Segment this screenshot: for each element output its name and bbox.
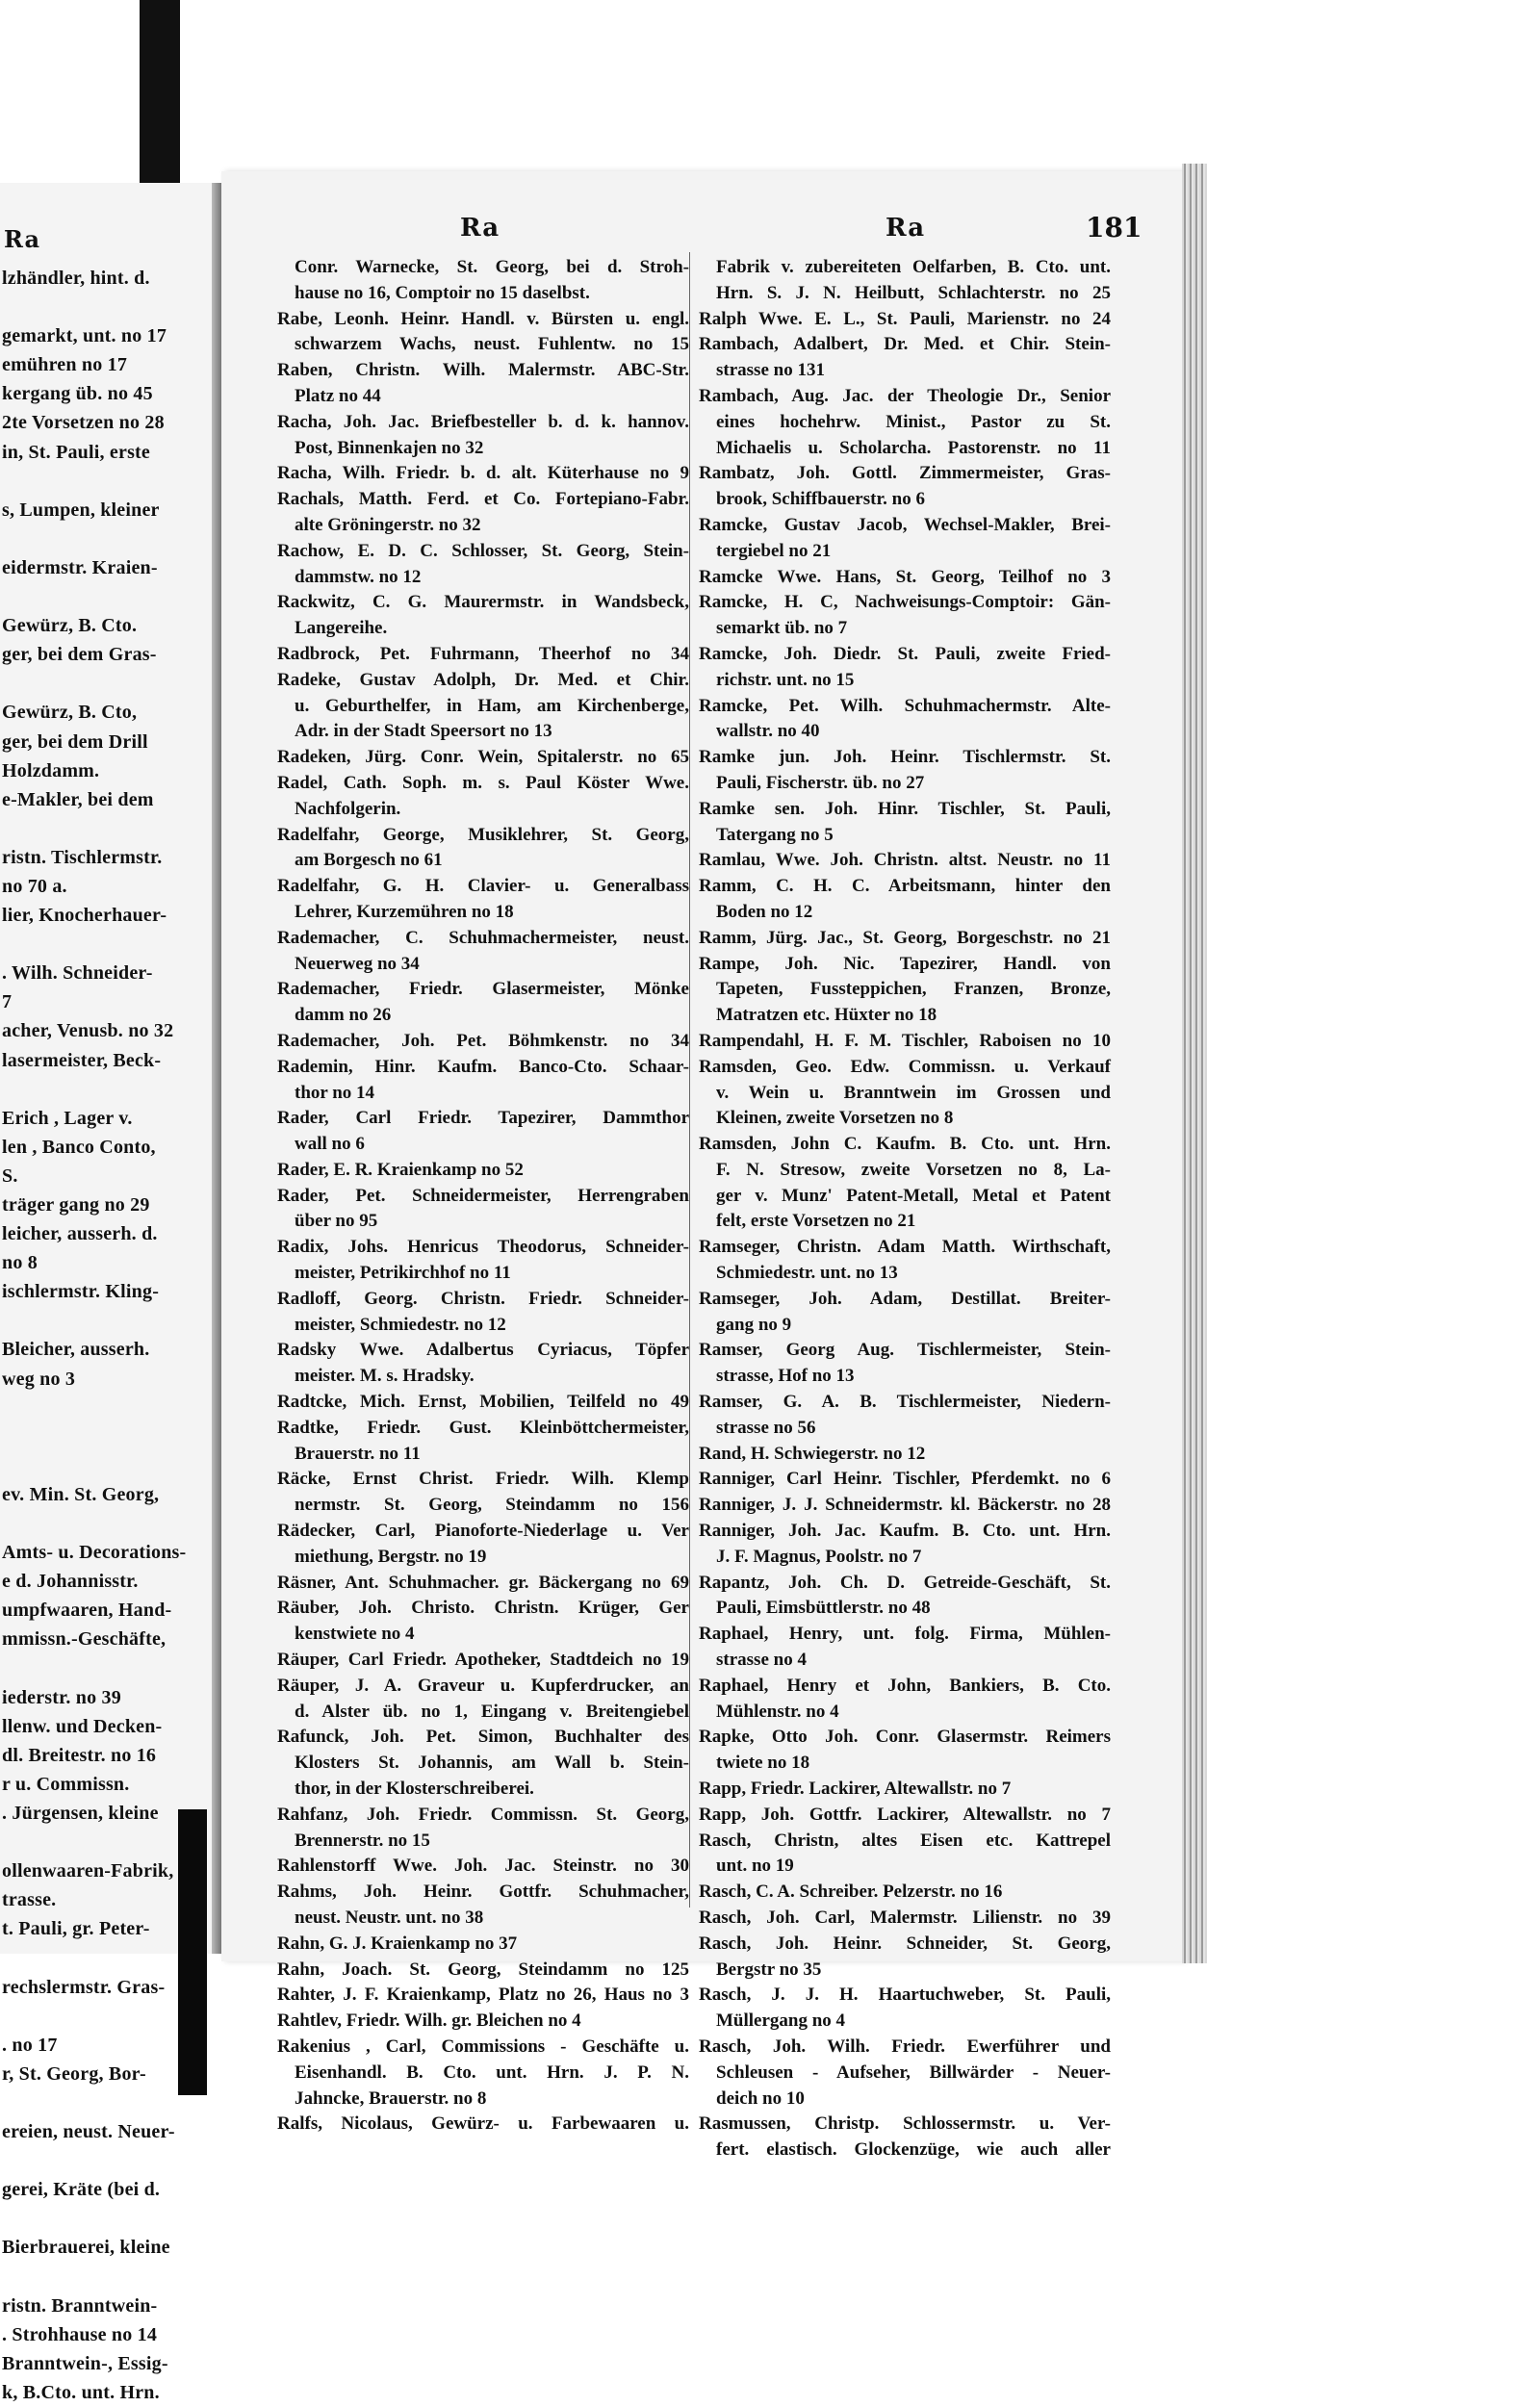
left-text-line: acher, Venusb. no 32 [2,1020,174,1042]
directory-entry-line: tergiebel no 21 [716,540,832,561]
left-text-line: lzhändler, hint. d. [2,268,150,289]
directory-entry-line: Rahlenstorff Wwe. Joh. Jac. Steinstr. no 30 [277,1856,689,1877]
directory-entry-line: Ranniger, Joh. Jac. Kaufm. B. Cto. unt. Hrn. [699,1521,1111,1542]
left-text-line: Holzdamm. [2,759,100,781]
directory-entry-line: Radeke, Gustav Adolph, Dr. Med. et Chir. [277,669,689,690]
left-text-line [2,1451,219,1480]
directory-entry-line: alte Gröningerstr. no 32 [295,514,481,535]
left-text-line: t. Pauli, gr. Peter- [2,1918,150,1940]
left-text-line: Gewürz, B. Cto. [2,615,138,637]
directory-entry-line: Neuerweg no 34 [295,953,420,974]
directory-entry-line: Ramser, Georg Aug. Tischlermeister, Stein- [699,1340,1111,1361]
directory-entry-line: neust. Neustr. unt. no 38 [295,1908,484,1928]
directory-entry-line: strasse no 56 [716,1417,816,1438]
directory-entry-line: wall no 6 [295,1134,365,1155]
directory-entry-line: Ramcke, Pet. Wilh. Schuhmachermstr. Alte- [699,695,1111,716]
left-text-line: ischlermstr. Kling- [2,1281,160,1303]
left-text-line [2,1075,219,1104]
directory-entry-line: nermstr. St. Georg, Steindamm no 156 [295,1495,689,1516]
directory-entry-line: richstr. unt. no 15 [716,669,855,690]
directory-entry-line: Brennerstr. no 15 [295,1830,430,1851]
directory-entry-line: Radel, Cath. Soph. m. s. Paul Köster Wwe. [277,772,689,793]
directory-entry-line: thor no 14 [295,1082,375,1103]
left-text-line: lasermeister, Beck- [2,1049,162,1071]
directory-entry-line: Radbrock, Pet. Fuhrmann, Theerhof no 34 [277,643,689,664]
directory-entry-line: Tatergang no 5 [716,824,834,845]
directory-entry-line: Rambatz, Joh. Gottl. Zimmermeister, Gras- [699,463,1111,484]
directory-entry-line: Ramser, G. A. B. Tischlermeister, Niedern- [699,1392,1111,1413]
directory-entry-line: Rader, Carl Friedr. Tapezirer, Dammthor [277,1108,689,1129]
directory-entry-line: Radeken, Jürg. Conr. Wein, Spitalerstr. no 65 [277,747,689,768]
directory-entry-line: Brauerstr. no 11 [295,1443,421,1464]
directory-entry-line: Rademin, Hinr. Kaufm. Banco-Cto. Schaar- [277,1056,689,1077]
directory-entry-line: F. N. Stresow, zweite Vorsetzen no 8, La- [716,1159,1111,1180]
directory-entry-line: Rachals, Matth. Ferd. et Co. Fortepiano-Fabr. [277,489,689,510]
left-page-edge [212,183,221,1954]
directory-entry-line: am Borgesch no 61 [295,850,443,871]
left-text-line [2,1654,219,1683]
directory-entry-line: Jahncke, Brauerstr. no 8 [295,2087,487,2109]
directory-entry-line: Rader, Pet. Schneidermeister, Herrengraben [277,1185,689,1206]
left-text-line: no 70 a. [2,875,67,897]
left-text-line: S. [2,1165,18,1187]
directory-entry-line: deich no 10 [716,2087,805,2109]
directory-entry-line: v. Wein u. Branntwein im Grossen und [716,1082,1111,1103]
left-text-line [2,467,219,496]
directory-entry-line: Rampendahl, H. F. M. Tischler, Raboisen no 10 [699,1030,1111,1051]
directory-entry-line: Müllergang no 4 [716,2010,846,2032]
directory-entry-line: Raphael, Henry, unt. folg. Firma, Mühlen- [699,1624,1111,1645]
left-text-line: Amts- u. Decorations- [2,1542,187,1564]
directory-entry-line: Ralfs, Nicolaus, Gewürz- u. Farbewaaren u. [277,2113,689,2135]
directory-entry-line: Mühlenstr. no 4 [716,1701,839,1722]
left-text-line: ereien, neust. Neuer- [2,2121,175,2142]
directory-entry-line: Hrn. S. J. N. Heilbutt, Schlachterstr. no 25 [716,282,1111,303]
directory-entry-line: Racha, Wilh. Friedr. b. d. alt. Küterhause no 9 [277,463,689,484]
directory-entry-line: Ramseger, Joh. Adam, Destillat. Breiter- [699,1288,1111,1309]
directory-entry-line: miethung, Bergstr. no 19 [295,1546,487,1567]
directory-entry-line: Ramm, C. H. C. Arbeitsmann, hinter den [699,876,1111,897]
left-text-line: no 8 [2,1252,38,1274]
directory-entry-line: Radix, Johs. Henricus Theodorus, Schneider- [277,1237,689,1258]
directory-entry-line: Radtcke, Mich. Ernst, Mobilien, Teilfeld no 49 [277,1392,689,1413]
directory-entry-line: Rahn, Joach. St. Georg, Steindamm no 125 [277,1959,689,1980]
directory-entry-line: eines hochehrw. Minist., Pastor zu St. [716,411,1111,432]
left-text-line: rechslermstr. Gras- [2,1976,166,1998]
directory-entry-line: u. Geburthelfer, in Ham, am Kirchenberge, [295,695,689,716]
directory-entry-line: Boden no 12 [716,901,813,922]
left-text-line [2,525,219,553]
directory-entry-line: Post, Binnenkajen no 32 [295,437,484,458]
left-text-line: trasse. [2,1889,57,1911]
right-page-header-right: Ra [886,214,926,243]
directory-entry-line: Rademacher, Friedr. Glasermeister, Mönke [277,979,689,1000]
directory-entry-line: über no 95 [295,1211,378,1232]
left-text-line [2,2262,219,2291]
left-text-line: emühren no 17 [2,354,128,376]
directory-entry-line: Ramke sen. Joh. Hinr. Tischler, St. Pauli, [699,798,1111,819]
directory-entry-line: Radtke, Friedr. Gust. Kleinböttchermeister, [277,1417,689,1438]
directory-entry-line: Rabe, Leonh. Heinr. Handl. v. Bürsten u. engl. [277,308,689,329]
left-text-line: gerei, Kräte (bei d. [2,2179,161,2201]
left-text-line [2,1422,219,1451]
left-text-line: r, St. Georg, Bor- [2,2062,146,2085]
directory-entry-line: Ramseger, Christn. Adam Matth. Wirthschaft, [699,1237,1111,1258]
left-text-line [2,814,219,843]
directory-entry-line: Rapantz, Joh. Ch. D. Getreide-Geschäft, St. [699,1572,1111,1593]
left-text-line [2,1394,219,1422]
left-text-line: . Strohhause no 14 [2,2323,158,2345]
directory-entry-line: Nachfolgerin. [295,798,401,819]
directory-entry-line: Racha, Joh. Jac. Briefbesteller b. d. k. hannov. [277,411,689,432]
directory-entry-line: Rasch, Joh. Carl, Malermstr. Lilienstr. no 39 [699,1908,1111,1928]
directory-entry-line: Räcke, Ernst Christ. Friedr. Wilh. Klemp [277,1469,689,1490]
directory-entry-line: wallstr. no 40 [716,721,820,742]
left-text-line: träger gang no 29 [2,1194,150,1216]
directory-entry-line: Rahms, Joh. Heinr. Gottfr. Schuhmacher, [277,1882,689,1903]
directory-entry-line: Radelfahr, George, Musiklehrer, St. Georg, [277,824,689,845]
directory-entry-line: Rapp, Joh. Gottfr. Lackirer, Altewallstr. no 7 [699,1804,1111,1825]
left-text-line: ristn. Branntwein- [2,2294,158,2317]
directory-entry-line: kenstwiete no 4 [295,1624,415,1645]
directory-entry-line: Rasch, Joh. Heinr. Schneider, St. Georg, [699,1933,1111,1954]
directory-entry-line: Rand, H. Schwiegerstr. no 12 [699,1443,926,1464]
directory-entry-line: Rapke, Otto Joh. Conr. Glasermstr. Reimers [699,1727,1111,1748]
directory-entry-line: Rapp, Friedr. Lackirer, Altewallstr. no 7 [699,1779,1012,1800]
directory-entry-line: Kleinen, zweite Vorsetzen no 8 [716,1108,954,1129]
directory-entry-line: Räuper, J. A. Graveur u. Kupferdrucker, an [277,1675,689,1696]
left-text-line: leicher, ausserh. d. [2,1223,158,1245]
directory-entry-line: Eisenhandl. B. Cto. unt. Hrn. J. P. N. [295,2061,689,2083]
left-text-line: lier, Knocherhauer- [2,905,167,927]
directory-entry-line: felt, erste Vorsetzen no 21 [716,1211,916,1232]
directory-entry-line: Rakenius , Carl, Commissions - Geschäfte u. [277,2036,689,2057]
directory-entry-line: Rambach, Adalbert, Dr. Med. et Chir. Stein- [699,334,1111,355]
left-text-line [2,293,219,321]
left-text-line: s, Lumpen, kleiner [2,499,160,521]
directory-entry-line: Fabrik v. zubereiteten Oelfarben, B. Cto. unt. [716,257,1111,277]
left-text-line [2,1306,219,1335]
page-number: 181 [1086,212,1142,243]
left-page-header: Ra [4,225,41,253]
left-text-line: Bleicher, ausserh. [2,1339,150,1361]
directory-entry-line: schwarzem Wachs, neust. Fuhlentw. no 15 [295,334,689,355]
directory-entry-line: Matratzen etc. Hüxter no 18 [716,1005,937,1026]
directory-entry-line: Adr. in der Stadt Speersort no 13 [295,721,552,742]
directory-entry-line: Rahfanz, Joh. Friedr. Commissn. St. Georg, [277,1804,689,1825]
directory-entry-line: Tapeten, Fussteppichen, Franzen, Bronze, [716,979,1111,1000]
directory-entry-line: Radloff, Georg. Christn. Friedr. Schneider- [277,1288,689,1309]
left-text-line: . Wilh. Schneider- [2,962,153,985]
directory-entry-line: J. F. Magnus, Poolstr. no 7 [716,1546,922,1567]
directory-entry-line: thor, in der Klosterschreiberei. [295,1779,534,1800]
left-text-line [2,930,219,959]
left-text-line: kergang üb. no 45 [2,383,153,405]
left-text-line: Bierbrauerei, kleine [2,2237,170,2259]
left-text-line: k, B.Cto. unt. Hrn. [2,2381,160,2403]
left-text-line: mmissn.-Geschäfte, [2,1628,167,1651]
left-text-line [2,582,219,611]
directory-entry-line: Rahn, G. J. Kraienkamp no 37 [277,1933,518,1954]
directory-entry-line: Platz no 44 [295,385,381,406]
directory-entry-line: Ramsden, John C. Kaufm. B. Cto. unt. Hrn. [699,1134,1111,1155]
left-text-line [2,2146,219,2175]
directory-entry-line: Ramcke, H. C, Nachweisungs-Comptoir: Gän- [699,592,1111,613]
directory-entry-line: twiete no 18 [716,1753,810,1774]
directory-entry-line: Ramm, Jürg. Jac., St. Georg, Borgeschstr. no 21 [699,927,1111,948]
directory-entry-line: Ramcke, Gustav Jacob, Wechsel-Makler, Brei- [699,514,1111,535]
left-text-line: iederstr. no 39 [2,1686,121,1708]
directory-entry-line: Pauli, Fischerstr. üb. no 27 [716,772,925,793]
directory-entry-line: ger v. Munz' Patent-Metall, Metal et Patent [716,1185,1111,1206]
directory-entry-line: Rasch, J. J. H. Haartuchweber, St. Pauli, [699,1984,1111,2006]
gutter-bar [178,1809,207,2095]
directory-column-1 [277,255,689,2138]
left-text-line: ev. Min. St. Georg, [2,1483,160,1505]
left-page [0,183,219,2403]
left-text-line: ristn. Tischlermstr. [2,846,163,868]
directory-entry-line: Ranniger, Carl Heinr. Tischler, Pferdemkt. no 6 [699,1469,1111,1490]
directory-entry-line: Rädecker, Carl, Pianoforte-Niederlage u. Ver [277,1521,689,1542]
directory-entry-line: Rasch, C. A. Schreiber. Pelzerstr. no 16 [699,1882,1003,1903]
left-text-line [2,2204,219,2233]
directory-entry-line: meister, Schmiedestr. no 12 [295,1314,506,1335]
directory-entry-line: Ramcke Wwe. Hans, St. Georg, Teilhof no 3 [699,566,1111,587]
directory-entry-line: Ranniger, J. J. Schneidermstr. kl. Bäckerstr. no 28 [699,1495,1111,1516]
directory-entry-line: Ramke jun. Joh. Heinr. Tischlermstr. St. [699,747,1111,768]
left-text-line [2,1509,219,1538]
directory-entry-line: Pauli, Eimsbüttlerstr. no 48 [716,1598,931,1619]
left-text-line [2,669,219,698]
directory-entry-line: dammstw. no 12 [295,566,422,587]
left-text-line: ger, bei dem Gras- [2,644,157,666]
left-text-line: 2te Vorsetzen no 28 [2,412,165,434]
directory-entry-line: damm no 26 [295,1005,392,1026]
directory-entry-line: Langereihe. [295,618,388,639]
directory-entry-line: hause no 16, Comptoir no 15 daselbst. [295,282,590,303]
directory-entry-line: Rasch, Christn, altes Eisen etc. Kattrepel [699,1830,1111,1851]
left-text-line: e d. Johannisstr. [2,1571,139,1593]
directory-entry-line: Raben, Christn. Wilh. Malermstr. ABC-Str. [277,360,689,381]
directory-entry-line: gang no 9 [716,1314,792,1335]
page-stack-edge [1182,164,1207,1963]
directory-entry-line: Rasch, Joh. Wilh. Friedr. Ewerführer und [699,2036,1111,2057]
directory-entry-line: unt. no 19 [716,1856,794,1877]
left-text-line: Erich , Lager v. [2,1107,133,1129]
directory-entry-line: Ralph Wwe. E. L., St. Pauli, Marienstr. no 24 [699,308,1111,329]
directory-entry-line: Schmiedestr. unt. no 13 [716,1263,898,1284]
directory-entry-line: Radsky Wwe. Adalbertus Cyriacus, Töpfer [277,1340,689,1361]
left-text-line: llenw. und Decken- [2,1715,163,1737]
directory-entry-line: strasse no 131 [716,360,825,381]
directory-entry-line: meister, Petrikirchhof no 11 [295,1263,511,1284]
directory-entry-line: Rahtlev, Friedr. Wilh. gr. Bleichen no 4 [277,2010,581,2032]
gutter-shadow [140,0,180,183]
directory-entry-line: meister. M. s. Hradsky. [295,1366,475,1387]
left-text-line: Gewürz, B. Cto, [2,702,138,724]
left-text-line: ger, bei dem Drill [2,730,148,753]
directory-entry-line: Lehrer, Kurzemühren no 18 [295,901,514,922]
directory-entry-line: Rambach, Aug. Jac. der Theologie Dr., Senior [699,385,1111,406]
left-text-line: eidermstr. Kraien- [2,556,158,578]
left-text-line: . Jürgensen, kleine [2,1802,159,1824]
directory-entry-line: Raphael, Henry et John, Bankiers, B. Cto. [699,1675,1111,1696]
left-text-line: in, St. Pauli, erste [2,441,150,463]
directory-entry-line: Rachow, E. D. C. Schlosser, St. Georg, Stein- [277,540,689,561]
left-text-line: r u. Commissn. [2,1773,130,1795]
left-text-line: . no 17 [2,2034,58,2056]
left-text-line: dl. Breitestr. no 16 [2,1744,157,1766]
directory-entry-line: fert. elastisch. Glockenzüge, wie auch aller [716,2139,1111,2161]
directory-entry-line: Ramcke, Joh. Diedr. St. Pauli, zweite Fried- [699,643,1111,664]
directory-entry-line: Conr. Warnecke, St. Georg, bei d. Stroh- [295,257,689,277]
directory-entry-line: Radelfahr, G. H. Clavier- u. Generalbass [277,876,689,897]
directory-entry-line: Rader, E. R. Kraienkamp no 52 [277,1159,524,1180]
left-text-line: len , Banco Conto, [2,1136,156,1158]
directory-entry-line: brook, Schiffbauerstr. no 6 [716,489,925,510]
directory-entry-line: Rahter, J. F. Kraienkamp, Platz no 26, Haus no 3 [277,1984,689,2006]
directory-entry-line: Rasmussen, Christp. Schlossermstr. u. Ver- [699,2113,1111,2135]
left-text-line: gemarkt, unt. no 17 [2,325,167,347]
directory-entry-line: Ramlau, Wwe. Joh. Christn. altst. Neustr. no 11 [699,850,1111,871]
left-text-line: e-Makler, bei dem [2,788,154,810]
directory-entry-line: Rademacher, C. Schuhmachermeister, neust. [277,927,689,948]
left-text-line: ollenwaaren-Fabrik, [2,1860,174,1882]
directory-entry-line: strasse no 4 [716,1650,807,1671]
directory-entry-line: Rafunck, Joh. Pet. Simon, Buchhalter des [277,1727,689,1748]
left-text-line: umpfwaaren, Hand- [2,1600,172,1622]
directory-entry-line: Räuper, Carl Friedr. Apotheker, Stadtdeich no 19 [277,1650,689,1671]
directory-entry-line: Räuber, Joh. Christo. Christn. Krüger, Ger [277,1598,689,1619]
left-text-line: weg no 3 [2,1368,76,1390]
directory-entry-line: Rackwitz, C. G. Maurermstr. in Wandsbeck, [277,592,689,613]
directory-column-2 [699,255,1111,2164]
directory-entry-line: Rampe, Joh. Nic. Tapezirer, Handl. von [699,953,1111,974]
column-divider [689,252,690,1908]
left-text-line: Branntwein-, Essig- [2,2352,168,2374]
directory-entry-line: Klosters St. Johannis, am Wall b. Stein- [295,1753,689,1774]
directory-entry-line: d. Alster üb. no 1, Eingang v. Breitengiebel [295,1701,689,1722]
directory-entry-line: Bergstr no 35 [716,1959,822,1980]
directory-entry-line: strasse, Hof no 13 [716,1366,855,1387]
directory-entry-line: Räsner, Ant. Schuhmacher. gr. Bäckergang no 69 [277,1572,689,1593]
directory-entry-line: Rademacher, Joh. Pet. Böhmkenstr. no 34 [277,1030,689,1051]
directory-entry-line: Michaelis u. Scholarcha. Pastorenstr. no 11 [716,437,1111,458]
directory-entry-line: semarkt üb. no 7 [716,618,848,639]
right-page-header-left: Ra [460,214,500,243]
directory-entry-line: Ramsden, Geo. Edw. Commissn. u. Verkauf [699,1056,1111,1077]
left-text-line: 7 [2,991,13,1013]
directory-entry-line: Schleusen - Aufseher, Billwärder - Neuer- [716,2061,1111,2083]
